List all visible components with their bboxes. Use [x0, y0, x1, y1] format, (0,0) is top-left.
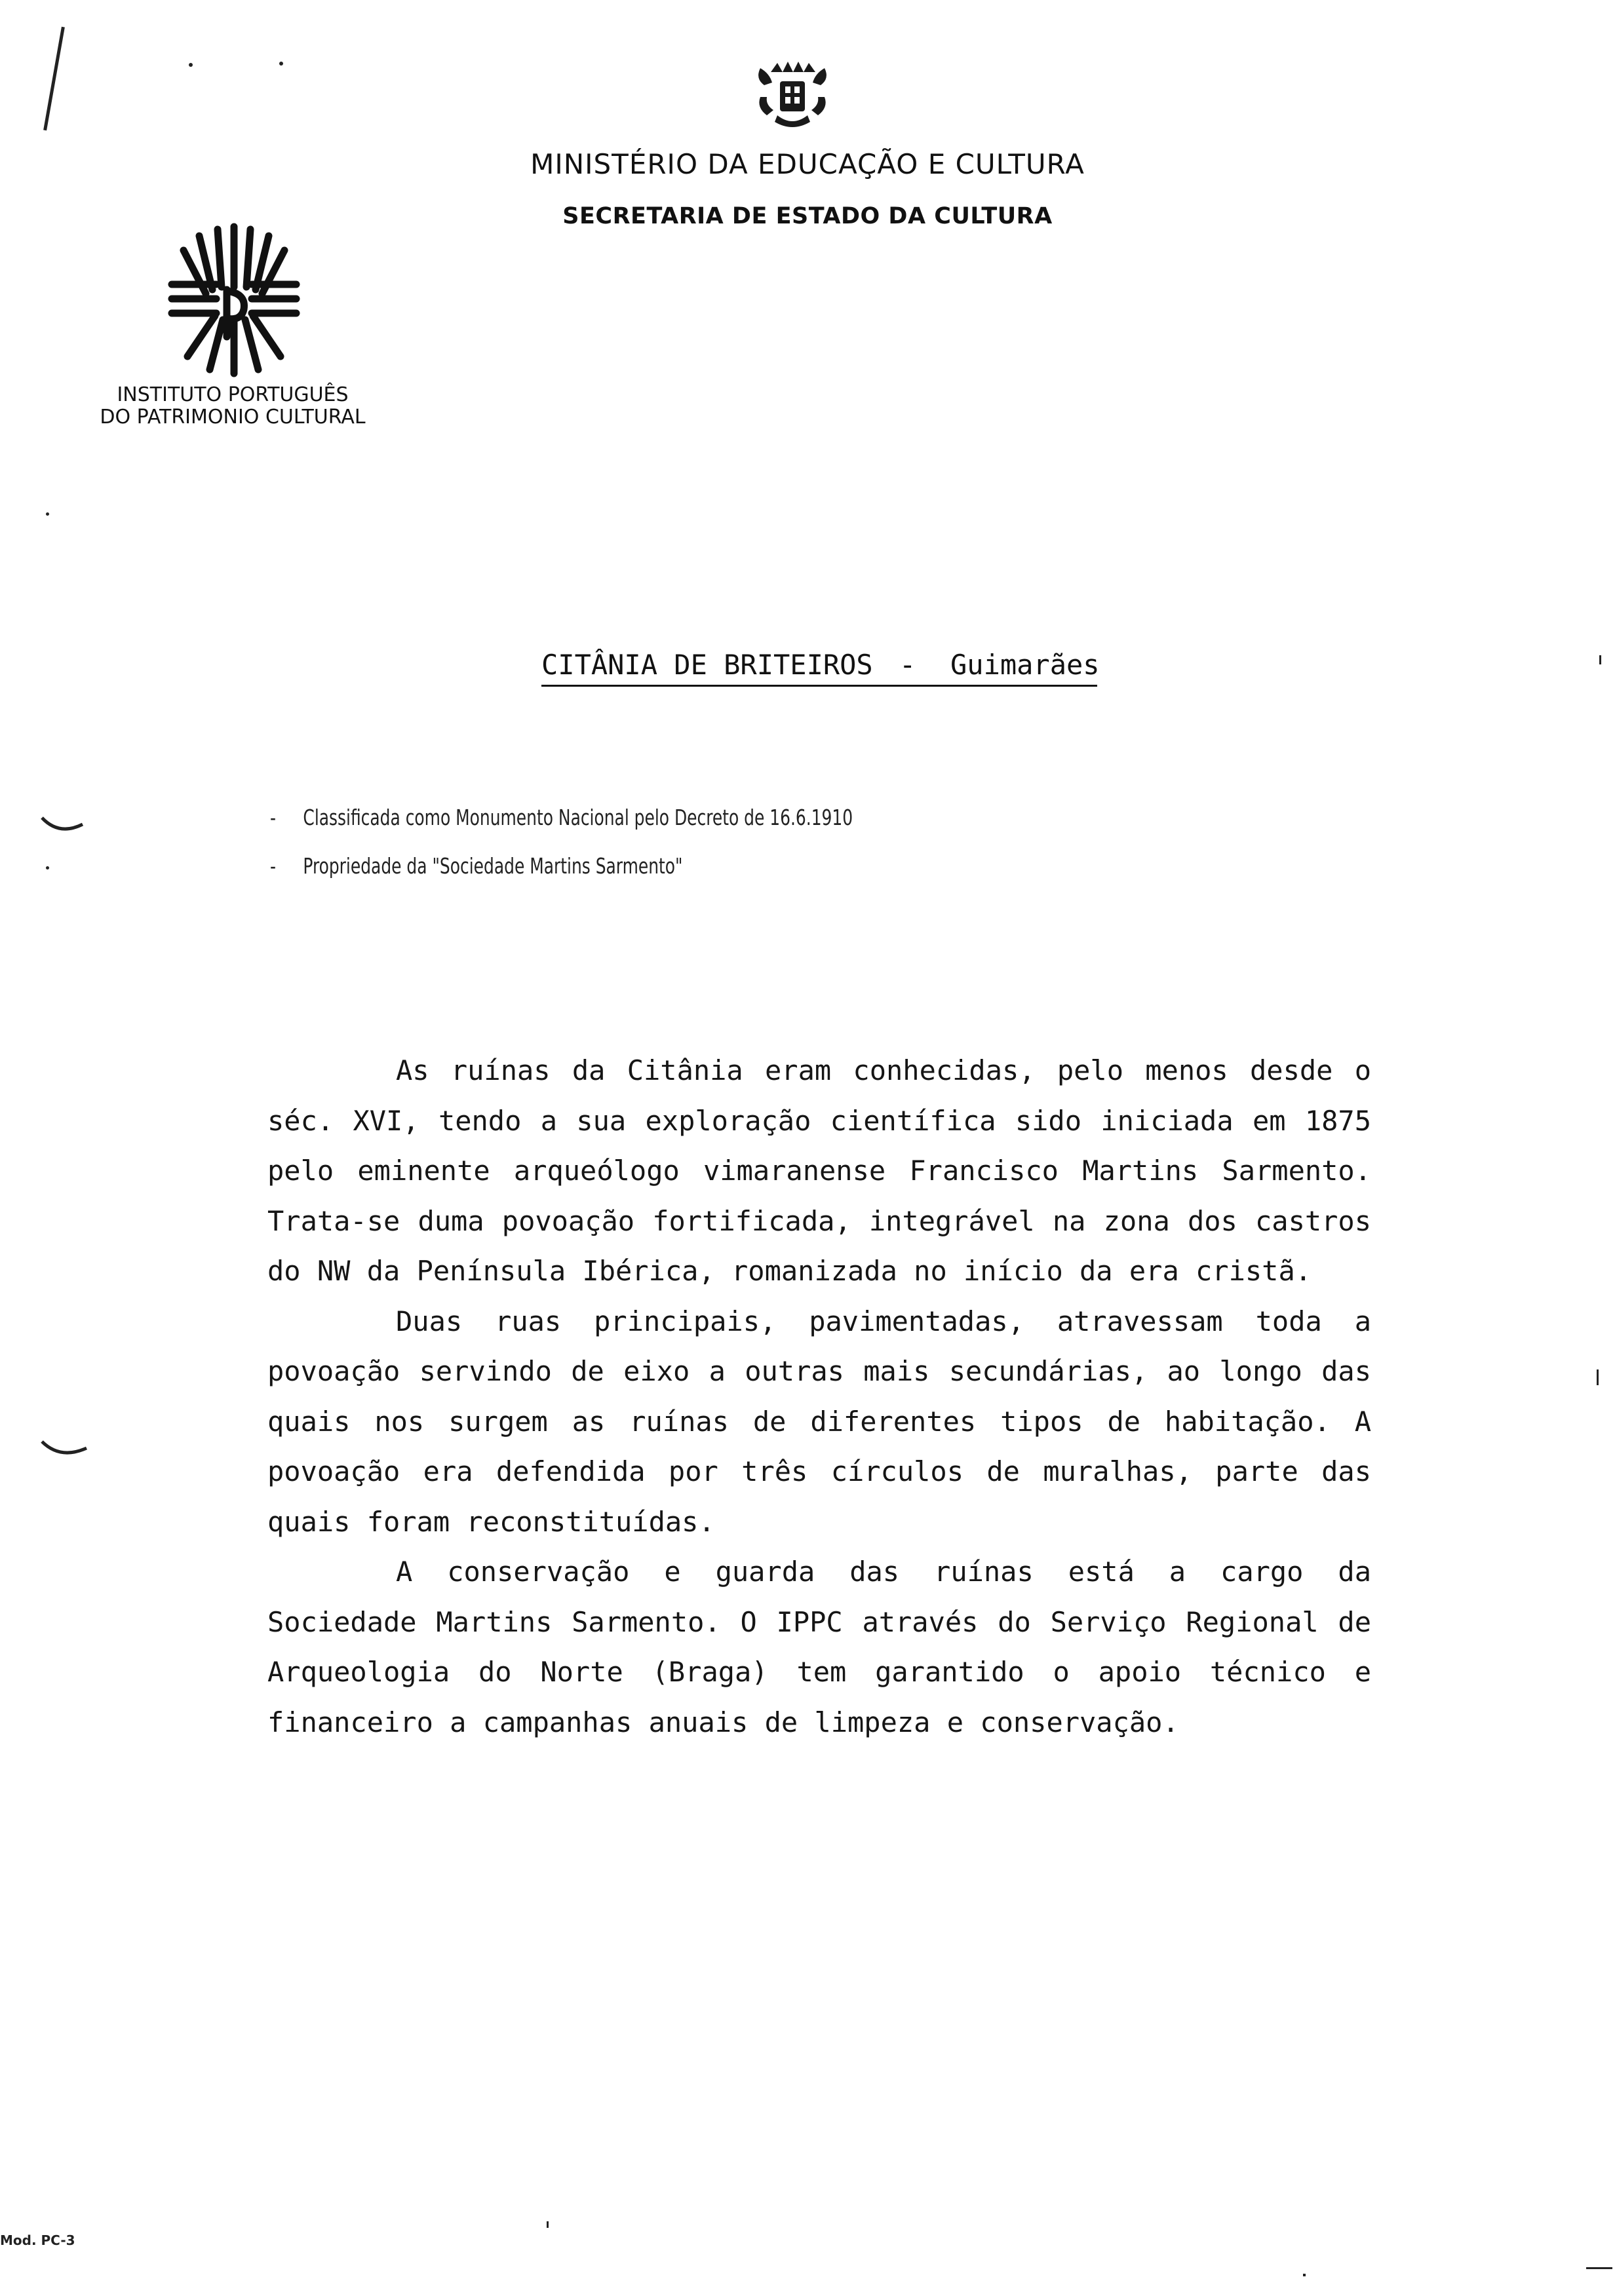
- ministry-name: MINISTÉRIO DA EDUCAÇÃO E CULTURA: [530, 148, 1085, 180]
- paragraph-conservation: A conservação e guarda das ruínas está a cargo da Sociedade Martins Sarmento. O IPPC através do Serviço Regional de Arqueologia do Norte (Braga) tem garantido o apoio técnico e financeiro a campanhas anuais de limpeza e conservação.: [267, 1556, 1371, 1738]
- page-title: [541, 649, 1099, 688]
- scan-edge-mark: [1599, 655, 1601, 664]
- scan-dot: [46, 512, 49, 516]
- note-ownership: [270, 853, 683, 879]
- note-dash: -: [270, 805, 277, 830]
- institute-name-line1: INSTITUTO PORTUGUÊS: [117, 383, 349, 406]
- margin-slash-mark: [43, 27, 65, 130]
- ippc-logo-icon: [166, 221, 302, 379]
- secretaria-name: SECRETARIA DE ESTADO DA CULTURA: [562, 203, 1053, 229]
- title-separator: -: [899, 649, 916, 681]
- scan-edge-mark: [1597, 1369, 1599, 1385]
- scan-dot: [279, 62, 283, 66]
- scan-dot: [46, 866, 49, 870]
- scan-dot: [1303, 2274, 1306, 2276]
- paragraph-history: As ruínas da Citânia eram conhecidas, pelo menos desde o séc. XVI, tendo a sua exploração científica sido iniciada em 1875 pelo eminente arqueólogo vimaranense Francisco Martins Sarmento. Trata-se duma povoação fortificada, integrável na zona dos castros do NW da Península Ibérica, romanizada no início da era cristã.: [267, 1054, 1371, 1287]
- institute-name: [79, 384, 387, 429]
- punch-hole-mark: [39, 815, 85, 835]
- body-text: [267, 1046, 1371, 1748]
- coat-of-arms-icon: [751, 59, 834, 131]
- scan-dot: [547, 2221, 549, 2228]
- note-dash: -: [270, 853, 277, 879]
- note-text: Classificada como Monumento Nacional pelo Decreto de 16.6.1910: [303, 805, 853, 830]
- paragraph-streets: Duas ruas principais, pavimentadas, atravessam toda a povoação servindo de eixo a outras mais secundárias, ao longo das quais nos surgem as ruínas de diferentes tipos de habitação. A povoação era defendida por três círculos de muralhas, parte das quais foram reconstituídas.: [267, 1305, 1371, 1538]
- punch-hole-mark: [39, 1439, 89, 1459]
- scan-edge-mark: [1586, 2267, 1612, 2269]
- note-text: Propriedade da "Sociedade Martins Sarmento": [303, 853, 683, 879]
- note-classification: [270, 805, 853, 830]
- scan-dot: [189, 63, 193, 67]
- title-underline: [541, 685, 1097, 687]
- form-code: Mod. PC-3: [0, 2232, 75, 2248]
- institute-name-line2: DO PATRIMONIO CULTURAL: [100, 406, 366, 429]
- title-main: CITÂNIA DE BRITEIROS: [541, 649, 873, 681]
- title-location: Guimarães: [950, 649, 1100, 681]
